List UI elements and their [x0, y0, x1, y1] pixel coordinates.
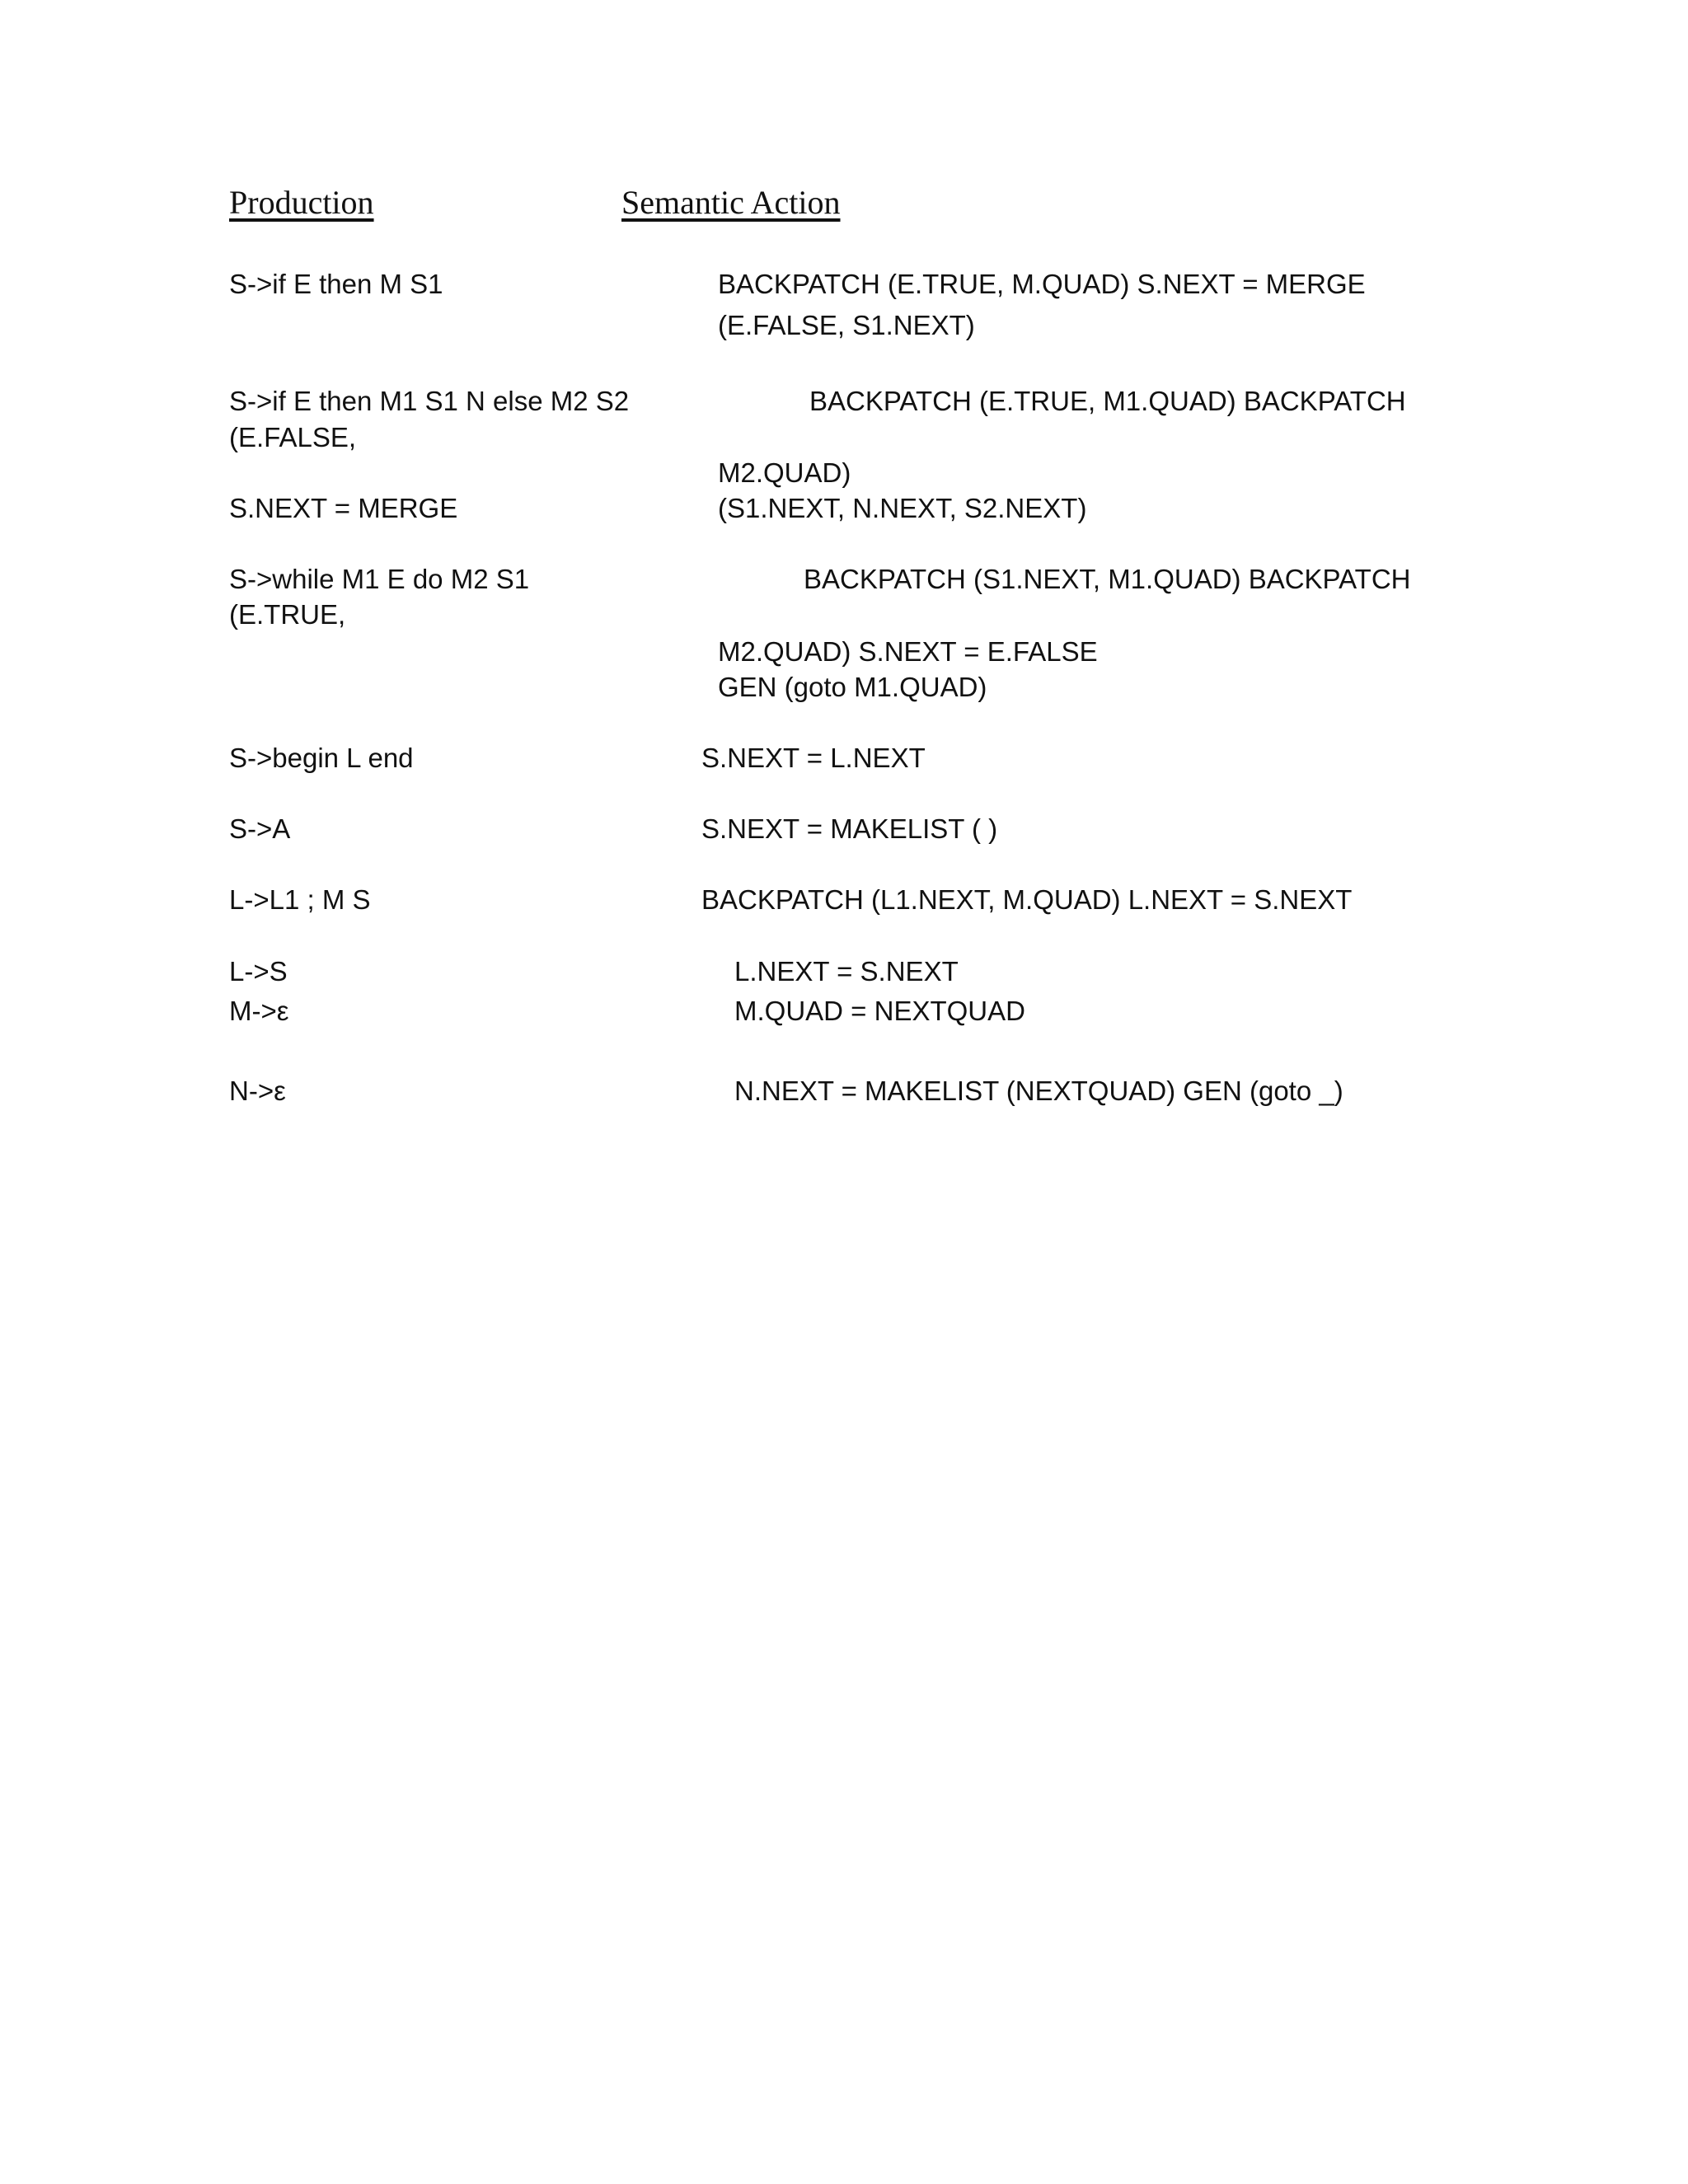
action-if-then-else-line3: (S1.NEXT, N.NEXT, S2.NEXT)	[718, 493, 1087, 523]
production-header: Production	[229, 184, 374, 221]
production-while-line2: (E.TRUE,	[229, 599, 346, 630]
action-begin-end: S.NEXT = L.NEXT	[701, 743, 926, 773]
action-while-line3: GEN (goto M1.QUAD)	[718, 672, 987, 702]
production-n-epsilon: N->ε	[229, 1076, 286, 1106]
production-l-l1-m-s: L->L1 ; M S	[229, 884, 371, 915]
production-m-epsilon: M->ε	[229, 996, 289, 1026]
production-s-a: S->A	[229, 813, 291, 844]
action-n-epsilon: N.NEXT = MAKELIST (NEXTQUAD) GEN (goto _)	[734, 1076, 1343, 1106]
action-if-then-line1: BACKPATCH (E.TRUE, M.QUAD) S.NEXT = MERGE	[718, 269, 1366, 299]
production-l-s: L->S	[229, 956, 288, 987]
action-l-s: L.NEXT = S.NEXT	[734, 956, 959, 987]
production-if-then-else-line3: S.NEXT = MERGE	[229, 493, 458, 523]
production-if-then-else-line1: S->if E then M1 S1 N else M2 S2	[229, 386, 630, 416]
production-begin-end: S->begin L end	[229, 743, 414, 773]
production-if-then-else-line2: (E.FALSE,	[229, 422, 357, 452]
production-while-line1: S->while M1 E do M2 S1	[229, 564, 530, 594]
semantic-action-header: Semantic Action	[621, 184, 841, 221]
action-if-then-else-line2: M2.QUAD)	[718, 457, 851, 488]
action-if-then-else-line1: BACKPATCH (E.TRUE, M1.QUAD) BACKPATCH	[809, 386, 1406, 416]
action-s-a: S.NEXT = MAKELIST ( )	[701, 813, 998, 844]
action-l-l1-m-s: BACKPATCH (L1.NEXT, M.QUAD) L.NEXT = S.NEXT	[701, 884, 1353, 915]
action-if-then-line2: (E.FALSE, S1.NEXT)	[718, 310, 975, 340]
action-while-line1: BACKPATCH (S1.NEXT, M1.QUAD) BACKPATCH	[804, 564, 1411, 594]
action-while-line2: M2.QUAD) S.NEXT = E.FALSE	[718, 636, 1098, 667]
action-m-epsilon: M.QUAD = NEXTQUAD	[734, 996, 1025, 1026]
production-if-then: S->if E then M S1	[229, 269, 443, 299]
